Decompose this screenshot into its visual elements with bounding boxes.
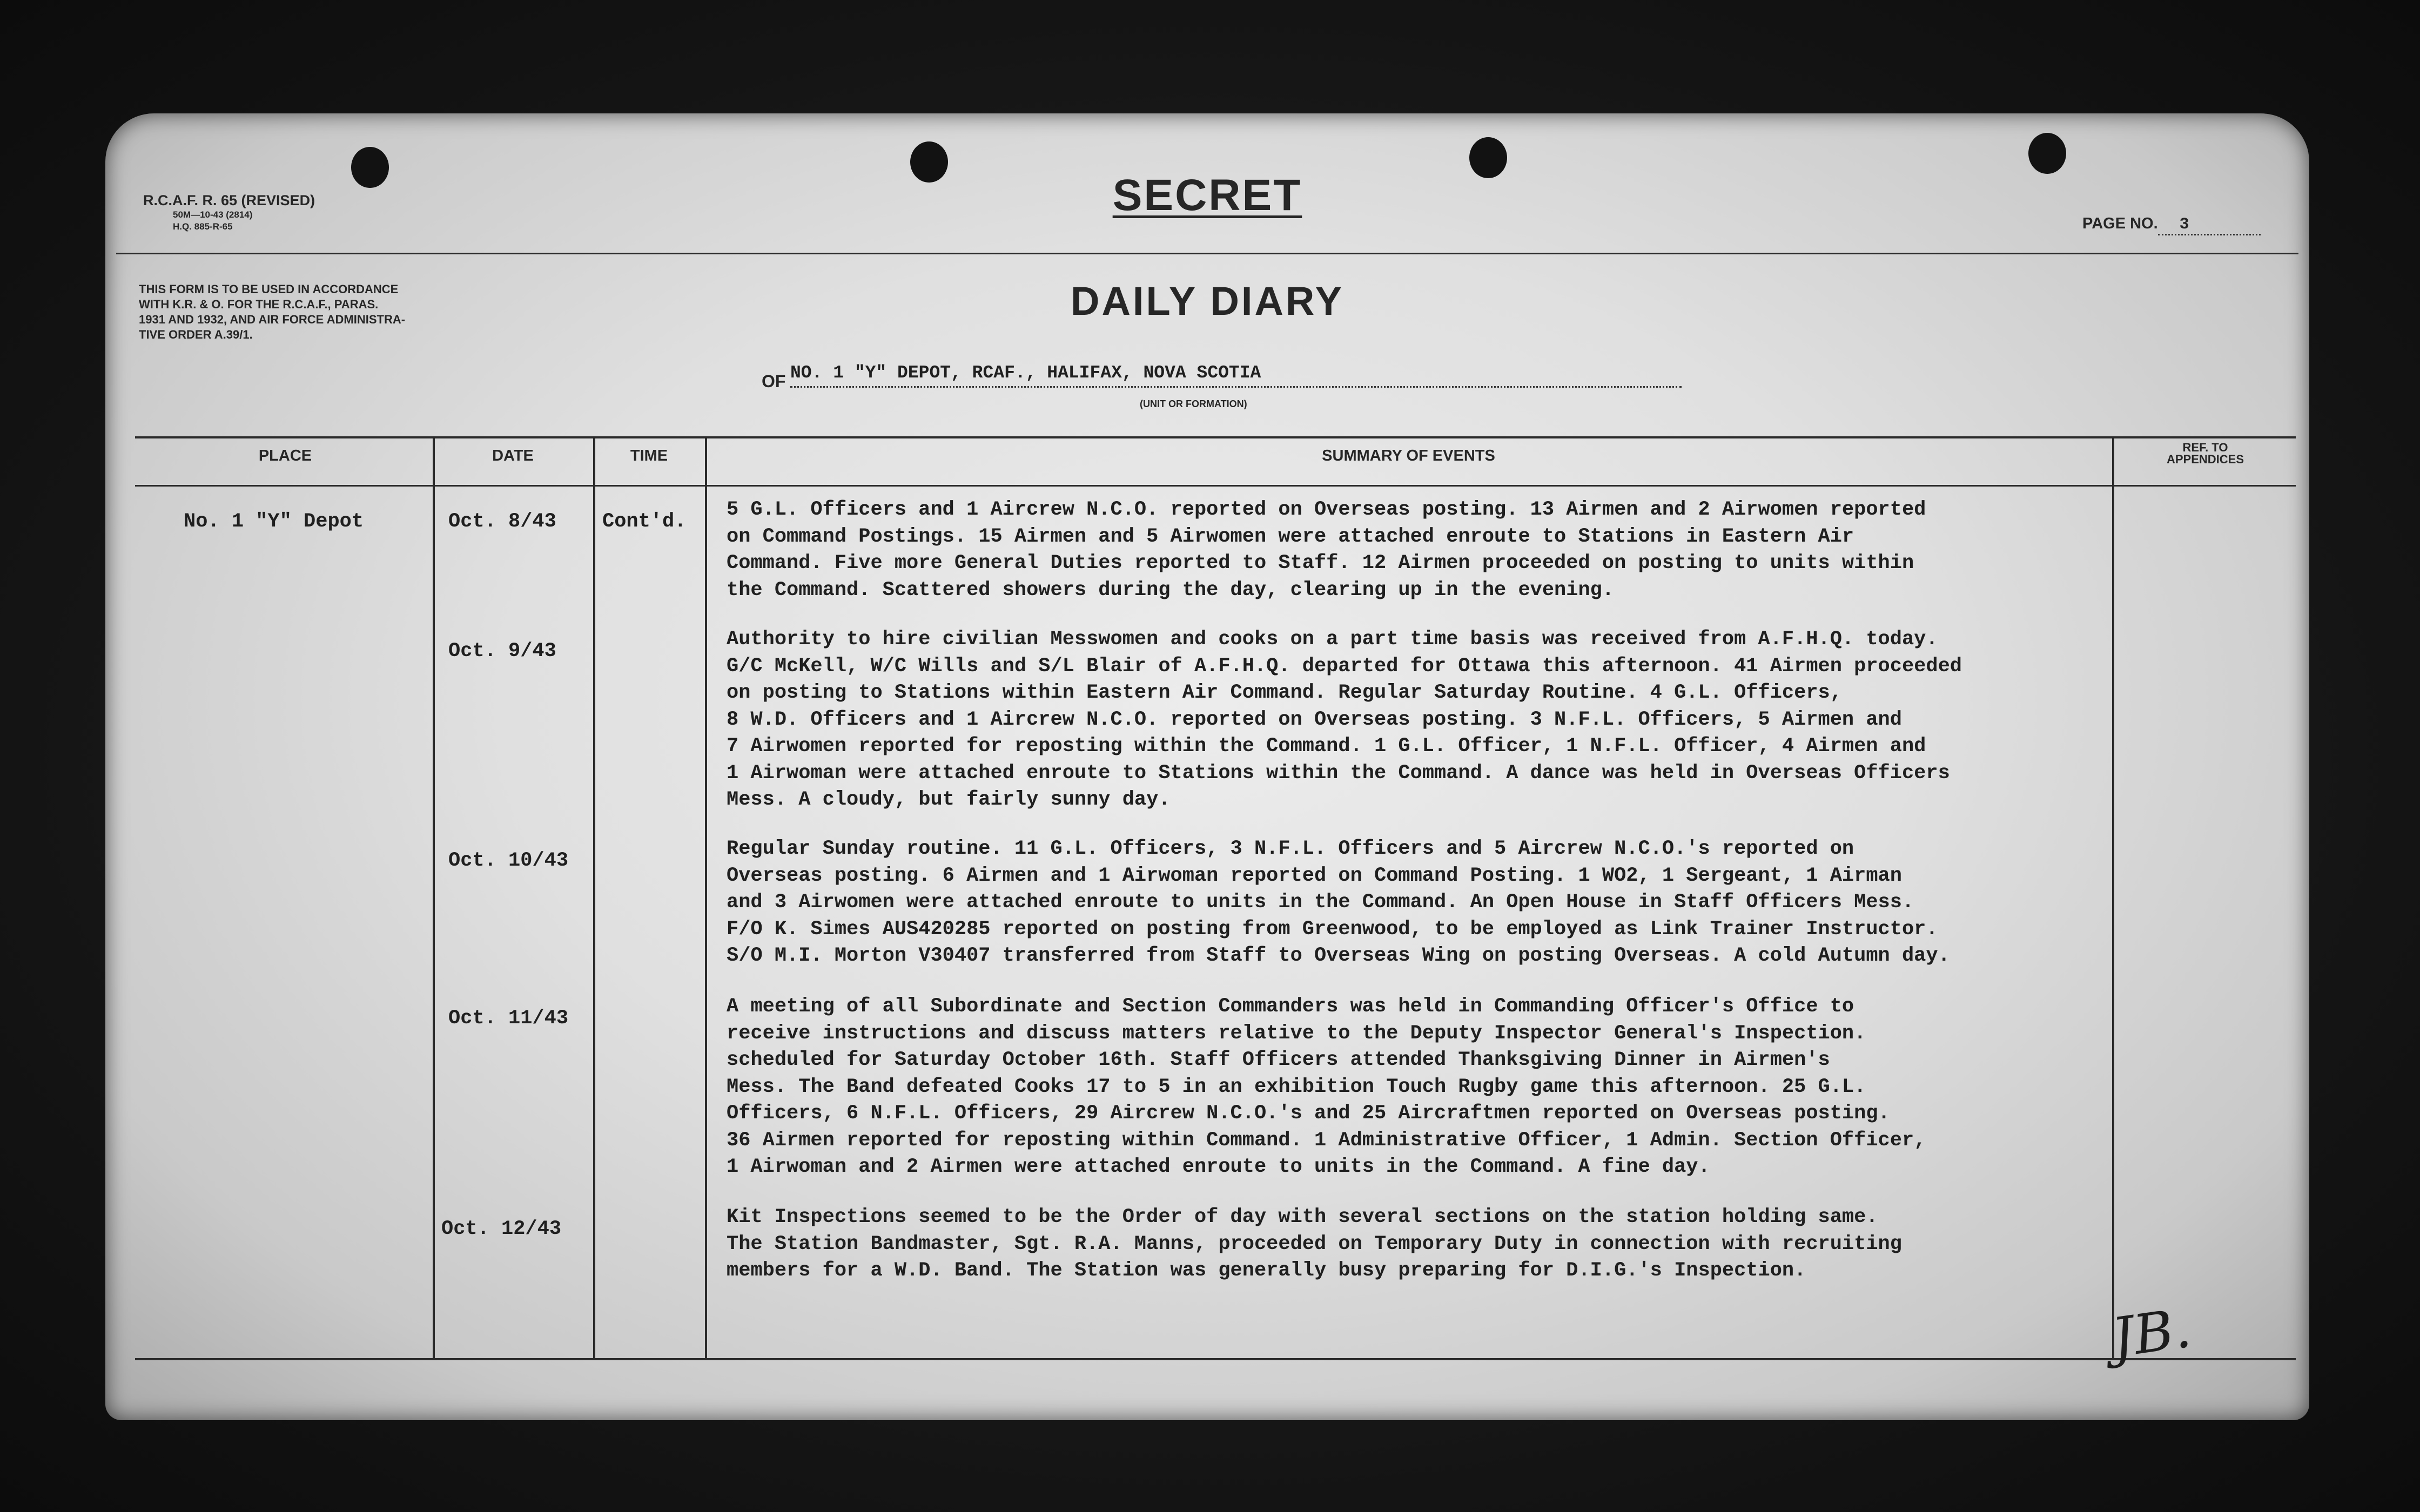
unit-caption: (UNIT OR FORMATION)	[1140, 399, 1247, 409]
column-header-appendices	[2112, 442, 2298, 465]
unit-of-label: OF	[762, 372, 786, 391]
header-rule	[116, 253, 2298, 254]
page-number-value: 3	[2158, 215, 2261, 235]
column-header-place: PLACE	[258, 447, 312, 464]
diary-page	[105, 113, 2309, 1420]
column-header-time: TIME	[630, 447, 668, 464]
column-header-date: DATE	[492, 447, 534, 464]
instruction-line: THIS FORM IS TO BE USED IN ACCORDANCE	[139, 282, 399, 296]
entry-line: F/O K. Simes AUS420285 reported on posting from Greenwood, to be employed as Link Trainer Instructor.	[727, 917, 1938, 941]
entry-line: 1 Airwoman and 2 Airmen were attached enroute to units in the Command. A fine day.	[727, 1156, 1710, 1178]
entry-line: S/O M.I. Morton V30407 transferred from Staff to Overseas Wing on posting Overseas. A cold Autumn day.	[727, 944, 1950, 967]
entry-line: Overseas posting. 6 Airmen and 1 Airwoman reported on Command Posting. 1 WO2, 1 Sergeant, 1 Airman	[727, 864, 1902, 887]
entry-line: Officers, 6 N.F.L. Officers, 29 Aircrew N.C.O.'s and 25 Aircraftmen reported on Overseas posting.	[727, 1102, 1890, 1125]
classification-heading: SECRET	[1112, 171, 1302, 220]
unit-name: NO. 1 "Y" DEPOT, RCAF., HALIFAX, NOVA SCOTIA	[790, 363, 1682, 388]
entry-line: members for a W.D. Band. The Station was generally busy preparing for D.I.G.'s Inspection.	[727, 1259, 1806, 1282]
diary-entry	[727, 497, 2207, 604]
instruction-line: TIVE ORDER A.39/1.	[139, 328, 253, 341]
entry-line: Command. Five more General Duties reported to Staff. 12 Airmen proceeded on posting to units within	[727, 552, 1914, 575]
instruction-line: WITH K.R. & O. FOR THE R.C.A.F., PARAS.	[139, 298, 379, 311]
entry-line: Mess. A cloudy, but fairly sunny day.	[727, 788, 1171, 811]
entry-line: G/C McKell, W/C Wills and S/L Blair of A.F.H.Q. departed for Ottawa this afternoon. 41 Airmen proceeded	[727, 654, 1962, 678]
page-title: DAILY DIARY	[1071, 279, 1344, 323]
time-cell: Cont'd.	[602, 510, 687, 533]
entry-line: the Command. Scattered showers during the day, clearing up in the evening.	[727, 578, 1615, 602]
diary-entry	[727, 994, 2207, 1181]
date-cell: Oct. 9/43	[448, 640, 556, 663]
entry-line: Kit Inspections seemed to be the Order of day with several sections on the station holding same.	[727, 1206, 1878, 1228]
entry-line: on Command Postings. 15 Airmen and 5 Airwomen were attached enroute to Stations in Eastern Air	[727, 525, 1854, 548]
entry-line: scheduled for Saturday October 16th. Staff Officers attended Thanksgiving Dinner in Airmen's	[727, 1049, 1830, 1071]
entry-line: 1 Airwoman were attached enroute to Stations within the Command. A dance was held in Overseas Officers	[727, 761, 1950, 785]
column-header-summary: SUMMARY OF EVENTS	[1322, 447, 1495, 464]
column-divider	[593, 436, 595, 1358]
date-cell: Oct. 12/43	[441, 1218, 562, 1240]
date-cell: Oct. 8/43	[448, 510, 556, 533]
entry-line: A meeting of all Subordinate and Section Commanders was held in Commanding Officer's Office to	[727, 995, 1854, 1018]
entry-line: Authority to hire civilian Messwomen and cooks on a part time basis was received from A.F.H.Q. today.	[727, 628, 1938, 651]
entry-line: Mess. The Band defeated Cooks 17 to 5 in an exhibition Touch Rugby game this afternoon. 25 G.L.	[727, 1075, 1866, 1098]
diary-entry	[727, 626, 2207, 814]
page-number	[2082, 215, 2261, 235]
column-divider	[705, 436, 707, 1358]
form-sub-1: 50M—10-43 (2814)	[173, 210, 253, 220]
entry-line: 5 G.L. Officers and 1 Aircrew N.C.O. reported on Overseas posting. 13 Airmen and 2 Airwomen reported	[727, 498, 1926, 521]
table-bottom-rule	[135, 1358, 2296, 1360]
instruction-line: 1931 AND 1932, AND AIR FORCE ADMINISTRA-	[139, 313, 406, 326]
date-cell: Oct. 10/43	[448, 849, 569, 872]
punch-hole	[2028, 133, 2066, 174]
form-sub-2: H.Q. 885-R-65	[173, 221, 233, 232]
entry-line: and 3 Airwomen were attached enroute to units in the Command. An Open House in Staff Officers Mess.	[727, 891, 1914, 914]
handwritten-initials: JB.	[2108, 1296, 2195, 1370]
diary-entry	[727, 1204, 2207, 1285]
entry-line: 8 W.D. Officers and 1 Aircrew N.C.O. reported on Overseas posting. 3 N.F.L. Officers, 5 Airmen and	[727, 708, 1902, 731]
form-code: R.C.A.F. R. 65 (REVISED) 50M—10-43 (2814) H.Q. 885-R-65	[143, 192, 315, 232]
table-top-rule	[135, 436, 2296, 438]
date-cell: Oct. 11/43	[448, 1007, 569, 1030]
entry-line: 36 Airmen reported for reposting within Command. 1 Administrative Officer, 1 Admin. Section Officer,	[727, 1129, 1926, 1152]
page-number-label: PAGE NO.	[2082, 215, 2158, 232]
entry-line: on posting to Stations within Eastern Air Command. Regular Saturday Routine. 4 G.L. Officers,	[727, 681, 1842, 704]
appendices-label-1: REF. TO	[2182, 441, 2228, 454]
entry-line: The Station Bandmaster, Sgt. R.A. Manns, proceeded on Temporary Duty in connection with recruiting	[727, 1232, 1902, 1256]
diary-entry	[727, 836, 2207, 970]
entry-line: 7 Airwomen reported for reposting within the Command. 1 G.L. Officer, 1 N.F.L. Officer, 4 Airmen and	[727, 735, 1926, 758]
column-header-rule	[135, 485, 2296, 487]
place-cell: No. 1 "Y" Depot	[184, 510, 364, 533]
appendices-label-2: APPENDICES	[2166, 453, 2244, 466]
entry-line: Regular Sunday routine. 11 G.L. Officers, 3 N.F.L. Officers and 5 Aircrew N.C.O.'s reported on	[727, 838, 1854, 860]
column-divider	[433, 436, 435, 1358]
entry-line: receive instructions and discuss matters relative to the Deputy Inspector General's Inspection.	[727, 1022, 1866, 1045]
